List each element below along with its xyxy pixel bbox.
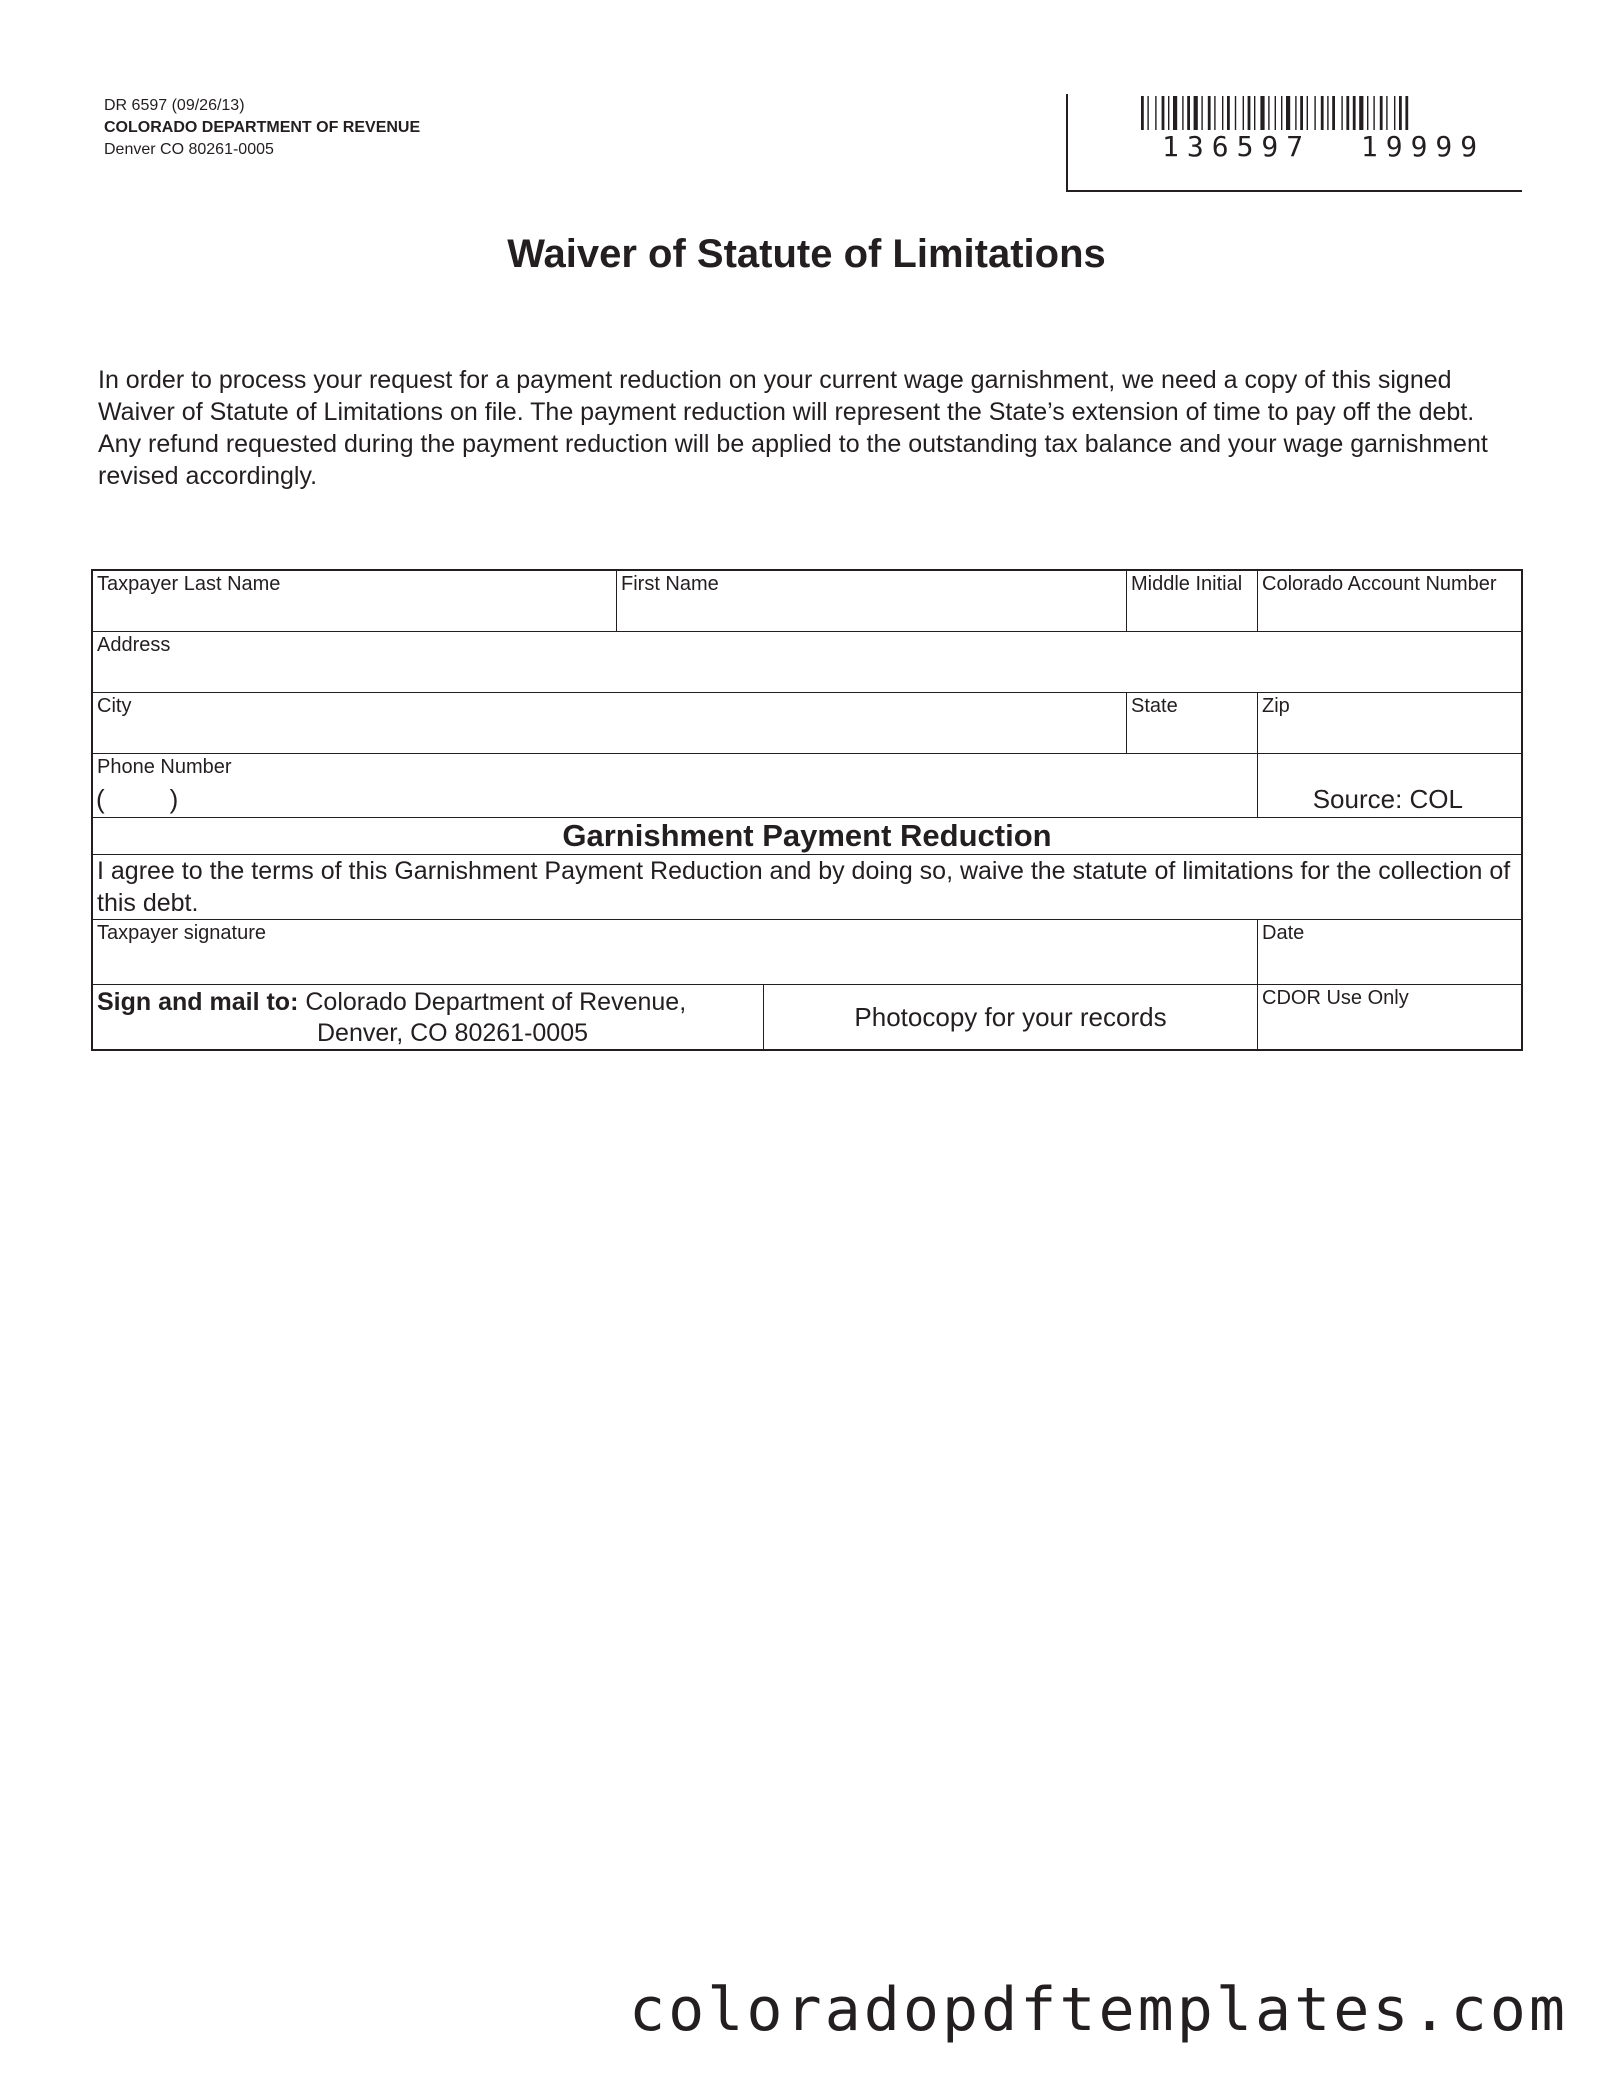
signature-row — [93, 920, 1521, 985]
mail-row — [93, 985, 1521, 1049]
intro-text — [98, 364, 1518, 492]
source-text: Source: COL — [1312, 784, 1463, 814]
signature-field[interactable] — [93, 920, 1258, 984]
state-field[interactable] — [1127, 693, 1258, 753]
page-title: Waiver of Statute of Limitations — [507, 232, 1106, 276]
form-id: DR 6597 (09/26/13) — [104, 97, 245, 114]
intro-paragraph-2: Any refund requested during the payment reduction will be applied to the outstanding tax balance and your wage garnishment revised accordingly. — [98, 430, 1488, 490]
address-row — [93, 632, 1521, 693]
middle-initial-field[interactable] — [1127, 571, 1258, 631]
cdor-label: CDOR Use Only — [1262, 987, 1409, 1009]
date-field[interactable] — [1258, 920, 1521, 984]
phone-label: Phone Number — [97, 756, 232, 778]
signature-label: Taxpayer signature — [97, 922, 266, 944]
phone-field[interactable] — [93, 754, 1258, 817]
section-title-row — [93, 818, 1521, 855]
name-row — [93, 571, 1521, 632]
address-label: Address — [97, 634, 171, 656]
mail-instructions — [93, 985, 764, 1049]
city-field[interactable] — [93, 693, 1127, 753]
account-number-field[interactable] — [1258, 571, 1521, 631]
watermark: coloradopdftemplates.com — [629, 1975, 1568, 2045]
last-name-label: Taxpayer Last Name — [97, 573, 281, 595]
last-name-field[interactable] — [93, 571, 617, 631]
zip-field[interactable] — [1258, 693, 1521, 753]
barcode-number: 136597 19999 — [1162, 130, 1486, 163]
city-label: City — [97, 695, 132, 717]
phone-area-code: ( ) — [96, 784, 179, 814]
city-row — [93, 693, 1521, 754]
date-label: Date — [1262, 922, 1305, 944]
zip-label: Zip — [1262, 695, 1290, 717]
intro-paragraph-1: In order to process your request for a payment reduction on your current wage garnishment, we need a copy of this signed Waiver of Statute of Limitations on file. The payment reduction will represent the State’s extension of time to pay off the debt. — [98, 366, 1475, 426]
department-name: COLORADO DEPARTMENT OF REVENUE — [104, 119, 421, 136]
first-name-field[interactable] — [617, 571, 1127, 631]
middle-initial-label: Middle Initial — [1131, 573, 1243, 595]
state-label: State — [1131, 695, 1178, 717]
barcode-image — [1141, 96, 1451, 132]
taxpayer-form — [91, 569, 1523, 1051]
account-number-label: Colorado Account Number — [1262, 573, 1497, 595]
cdor-use-only — [1258, 985, 1521, 1049]
barcode-box — [1066, 94, 1522, 192]
form-header — [104, 95, 420, 161]
mail-address-line1: Colorado Department of Revenue, — [305, 988, 687, 1016]
department-address: Denver CO 80261-0005 — [104, 141, 274, 158]
section-title: Garnishment Payment Reduction — [562, 818, 1052, 853]
photocopy-note: Photocopy for your records — [764, 985, 1258, 1049]
agreement-row — [93, 855, 1521, 920]
phone-row — [93, 754, 1521, 818]
mail-label: Sign and mail to: — [97, 988, 299, 1016]
first-name-label: First Name — [621, 573, 719, 595]
agreement-text: I agree to the terms of this Garnishment Payment Reduction and by doing so, waive the statute of limitations for the collection of this debt. — [97, 857, 1511, 917]
source-cell — [1258, 754, 1521, 817]
mail-address-line2: Denver, CO 80261-0005 — [317, 1019, 589, 1047]
address-field[interactable] — [93, 632, 1521, 692]
